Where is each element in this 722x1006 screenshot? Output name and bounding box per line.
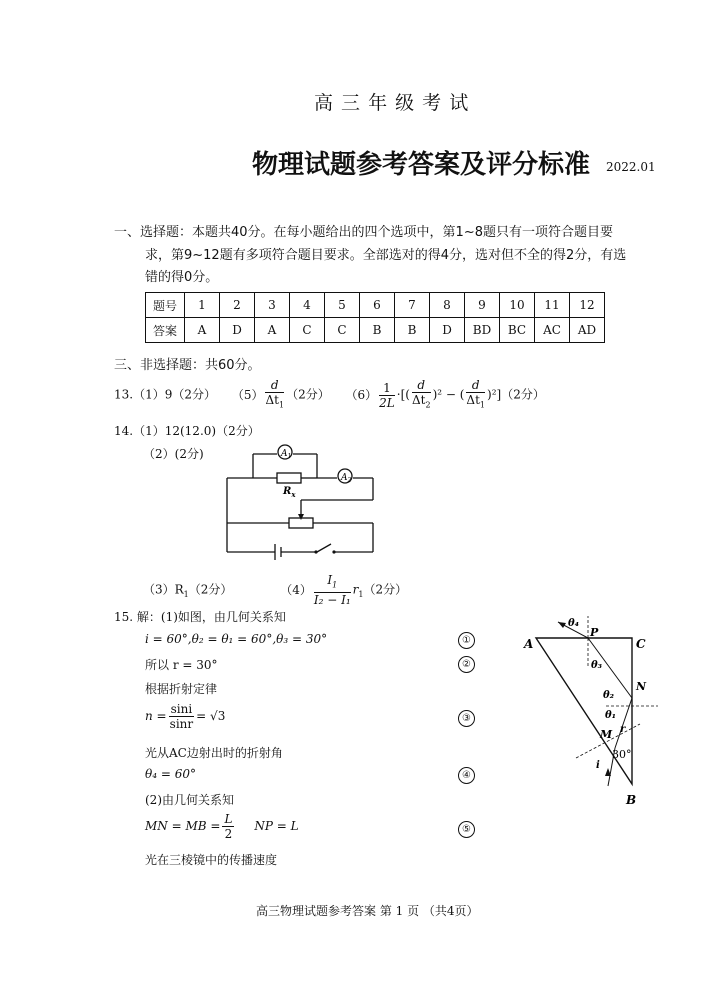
fraction-denominator: 2L xyxy=(379,395,395,410)
prism-diagram xyxy=(510,608,660,808)
page-title: 物理试题参考答案及评分标准 xyxy=(252,150,591,180)
fraction-denominator: sinr xyxy=(169,717,194,731)
q14-part3-points: （2分） xyxy=(188,582,233,597)
q15-line5 xyxy=(145,702,225,731)
table-cell: BC xyxy=(500,318,535,343)
table-row-answers xyxy=(146,318,605,343)
table-cell: B xyxy=(395,318,430,343)
resistor-rx-label: $R_x$ xyxy=(283,486,296,499)
point-p: P xyxy=(590,626,599,639)
table-cell: 11 xyxy=(535,293,570,318)
q15-line9-post: NP = L xyxy=(254,819,299,833)
table-cell: D xyxy=(430,318,465,343)
q15-line5-pre: n = xyxy=(145,709,167,723)
table-header-cell: 答案 xyxy=(146,318,185,343)
table-cell: 12 xyxy=(570,293,605,318)
ammeter-a1-label: $A_1$ xyxy=(281,449,292,460)
angle-theta1: θ₁ xyxy=(605,710,617,721)
table-row-numbers xyxy=(146,293,605,318)
fraction-denominator: 2 xyxy=(224,827,233,841)
q13-part5-fraction xyxy=(265,378,284,412)
fraction-denominator: Δt xyxy=(265,393,279,407)
fraction-numerator: sini xyxy=(170,702,193,716)
q13-part6-frac-t1 xyxy=(466,378,485,412)
q13-part6-frac-t2 xyxy=(412,378,431,412)
subscript: 1 xyxy=(278,400,285,410)
table-cell: 10 xyxy=(500,293,535,318)
q15-line9-fraction xyxy=(222,812,234,841)
subscript: 1 xyxy=(332,580,338,590)
q15-line9-pre: MN = MB = xyxy=(145,819,221,833)
mark-3: ③ xyxy=(458,710,475,727)
table-cell: B xyxy=(360,318,395,343)
q14-part4-points: （2分） xyxy=(363,582,408,597)
table-cell: 2 xyxy=(220,293,255,318)
table-cell: 1 xyxy=(185,293,220,318)
q14-part3-label: （3）R xyxy=(143,582,184,597)
angle-theta4: θ₄ xyxy=(568,618,580,629)
exam-heading: 高 三 年 级 考 试 xyxy=(314,92,470,114)
mark-4: ④ xyxy=(458,767,475,784)
q15-line10: 光在三棱镜中的传播速度 xyxy=(145,853,278,867)
table-cell: 3 xyxy=(255,293,290,318)
q15-line8: (2)由几何关系知 xyxy=(145,793,234,807)
q15-line6: 光从AC边射出时的折射角 xyxy=(145,746,283,760)
q15-line5-post: = √3 xyxy=(196,709,226,723)
mark-2: ② xyxy=(458,656,475,673)
angle-30: 30° xyxy=(612,748,632,761)
fraction-denominator: I₂ − I₁ xyxy=(313,593,351,608)
section1-line3: 错的得0分。 xyxy=(145,270,219,285)
q14-part4-label: （4） xyxy=(280,582,312,597)
page-footer: 高三物理试题参考答案 第 1 页 （共4页） xyxy=(256,904,479,918)
point-m: M xyxy=(600,728,613,741)
mark-5: ⑤ xyxy=(458,821,475,838)
fraction-numerator: L xyxy=(224,812,233,826)
vertex-b: B xyxy=(626,793,637,807)
subscript: 1 xyxy=(479,400,486,410)
q14-part2: （2）(2分) xyxy=(143,447,204,461)
fraction-denominator: Δt xyxy=(411,393,426,407)
vertex-c: C xyxy=(636,637,646,651)
fraction-numerator: d xyxy=(466,378,485,393)
vertex-a: A xyxy=(524,637,534,651)
q15-line2: i = 60°,θ₂ = θ₁ = 60°,θ₃ = 30° xyxy=(145,632,328,646)
table-cell: A xyxy=(185,318,220,343)
q13-part6-square: )² − ( xyxy=(432,387,465,402)
subscript: 1 xyxy=(358,590,364,600)
table-cell: 8 xyxy=(430,293,465,318)
section1-line1: 一、选择题：本题共40分。在每小题给出的四个选项中，第1~8题只有一项符合题目要 xyxy=(114,225,613,240)
exam-date: 2022.01 xyxy=(606,160,656,174)
table-cell: D xyxy=(220,318,255,343)
q15-line5-fraction xyxy=(169,702,195,731)
q15-line3: 所以 r = 30° xyxy=(145,658,218,672)
q14-part3-4 xyxy=(143,573,407,607)
fraction-numerator: d xyxy=(265,378,284,393)
section1-line2: 求，第9~12题有多项符合题目要求。全部选对的得4分，选对但不全的得2分，有选 xyxy=(145,248,627,263)
subscript: 1 xyxy=(183,590,189,600)
q13-part5-label: （5） xyxy=(231,387,264,402)
angle-theta3: θ₃ xyxy=(591,660,603,671)
fraction-denominator: Δt xyxy=(466,393,480,407)
table-header-cell: 题号 xyxy=(146,293,185,318)
table-cell: BD xyxy=(465,318,500,343)
q13-part6-fraction xyxy=(379,381,395,410)
q13-part6-label: （6） xyxy=(345,387,378,402)
q13-part6-end: )²]（2分） xyxy=(487,387,545,402)
angle-theta2: θ₂ xyxy=(603,690,615,701)
point-n: N xyxy=(636,680,647,693)
fraction-numerator: 1 xyxy=(379,381,395,396)
fraction-numerator: I xyxy=(327,573,333,587)
q13-number: 13. xyxy=(114,387,134,402)
answer-table xyxy=(145,292,605,343)
q15-line1: 15. 解：(1)如图，由几何关系知 xyxy=(114,610,286,624)
q13-part1: （1）9（2分） xyxy=(133,387,216,402)
angle-r: r xyxy=(620,724,626,735)
table-cell: 5 xyxy=(325,293,360,318)
q15-line9 xyxy=(145,812,299,841)
q13-part5-points: （2分） xyxy=(286,387,330,402)
q14-part4-fraction xyxy=(314,573,351,607)
mark-1: ① xyxy=(458,632,475,649)
ammeter-a2-label: $A_2$ xyxy=(341,473,352,484)
circuit-diagram xyxy=(215,438,385,560)
table-cell: AC xyxy=(535,318,570,343)
section3-title: 三、非选择题：共60分。 xyxy=(114,358,261,373)
table-cell: AD xyxy=(570,318,605,343)
table-cell: 7 xyxy=(395,293,430,318)
q14-part4-r: r xyxy=(352,582,359,597)
subscript: 2 xyxy=(425,400,431,410)
table-cell: 6 xyxy=(360,293,395,318)
q15-line4: 根据折射定律 xyxy=(145,682,218,696)
angle-i: i xyxy=(596,760,600,771)
q15-line7: θ₄ = 60° xyxy=(145,767,196,781)
table-cell: 4 xyxy=(290,293,325,318)
table-cell: A xyxy=(255,318,290,343)
table-cell: C xyxy=(325,318,360,343)
q14-part1: 14.（1）12(12.0)（2分） xyxy=(114,424,260,438)
q13-part6-bracket: ·[( xyxy=(396,387,410,402)
q13-line xyxy=(114,378,545,412)
fraction-numerator: d xyxy=(412,378,431,393)
table-cell: C xyxy=(290,318,325,343)
table-cell: 9 xyxy=(465,293,500,318)
